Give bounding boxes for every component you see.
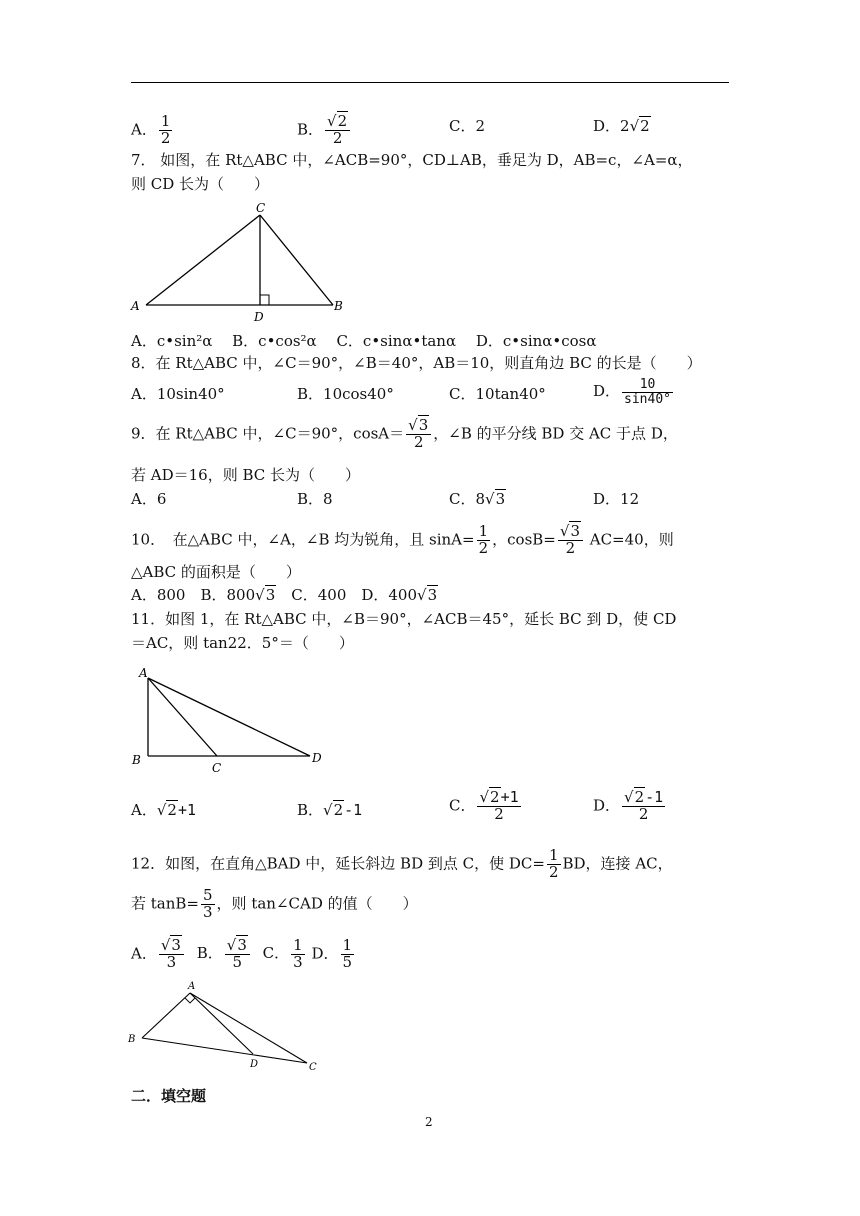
q8-option-a: A．10sin40° bbox=[131, 385, 225, 403]
q12-label-b: B bbox=[128, 1034, 136, 1045]
q8-option-c: C．10tan40° bbox=[449, 385, 546, 403]
q7-stem-line1: 7． 如图，在 Rt△ABC 中，∠ACB=90°，CD⊥AB，垂足为 D，AB=c，∠A=α， bbox=[131, 151, 693, 169]
q11-label-c: C bbox=[212, 761, 222, 775]
q7-label-b: B bbox=[334, 299, 343, 313]
q11-label-d: D bbox=[312, 751, 322, 765]
q6-option-a: A． $\frac{1}{2}$ bbox=[131, 112, 171, 147]
q12-stem-line1: 12．如图，在直角△BAD 中，延长斜边 BD 到点 C，使 DC= $\frac{1}{2}$ BD，连接 AC， bbox=[131, 846, 673, 881]
q6-option-d: D．2√2 bbox=[593, 117, 650, 135]
q12-label-c: C bbox=[309, 1062, 317, 1073]
q7-label-c: C bbox=[256, 201, 266, 215]
q9-option-a: A．6 bbox=[131, 490, 167, 508]
q7-options: A．c•sin²α B．c•cos²α C．c•sinα•tanα D．c•sinα•cosα bbox=[131, 332, 597, 350]
q11-label-b: B bbox=[132, 753, 141, 767]
q11-stem-line2: ＝AC，则 tan22．5°＝（ ） bbox=[131, 634, 354, 652]
q12-options: A． $\frac{√3}{3}$ B． $\frac{√3}{5}$ C． $\frac{1}{3}$ D． $\frac{1}{5}$ bbox=[131, 936, 353, 971]
q10-stem-line1: 10． 在△ABC 中，∠A，∠B 均为锐角，且 sinA= $\frac{1}{2}$ ，cosB= $\frac{√3}{2}$ AC=40，则 bbox=[131, 522, 674, 557]
q9-stem-line1: 9．在 Rt△ABC 中，∠C＝90°，cosA＝ $\frac{√3}{2}$ ，∠B 的平分线 BD 交 AC 于点 D， bbox=[131, 416, 678, 451]
q11-option-b: B．√2-1 bbox=[297, 801, 363, 819]
q6-option-c: C．2 bbox=[449, 117, 486, 135]
q11-option-c: C． $\frac{√2+1}{2}$ bbox=[449, 788, 519, 823]
q8-option-d: D． $\frac{10}{\sin 40^\circ}$ bbox=[593, 377, 671, 407]
q9-stem-line2: 若 AD＝16，则 BC 长为（ ） bbox=[131, 466, 361, 484]
q10-stem-line2: △ABC 的面积是（ ） bbox=[131, 563, 301, 581]
q12-label-d: D bbox=[250, 1059, 259, 1070]
q6-option-b: B． $\frac{√2}{2}$ bbox=[297, 114, 352, 147]
q7-stem-line2: 则 CD 长为（ ） bbox=[131, 175, 270, 193]
q9-option-d: D．12 bbox=[593, 490, 640, 508]
q9-option-b: B．8 bbox=[297, 490, 333, 508]
q11-label-a: A bbox=[139, 666, 148, 680]
q11-option-a: A．√2+1 bbox=[131, 801, 197, 819]
q8-option-b: B．10cos40° bbox=[297, 385, 394, 403]
q8-stem: 8．在 Rt△ABC 中，∠C＝90°，∠B＝40°，AB＝10，则直角边 BC 的长是（ ） bbox=[131, 354, 702, 372]
q7-label-d: D bbox=[254, 310, 264, 324]
q9-option-c: C．8√3 bbox=[449, 490, 506, 508]
q11-stem-line1: 11．如图 1，在 Rt△ABC 中，∠B＝90°，∠ACB＝45°，延长 BC 到 D，使 CD bbox=[131, 610, 677, 628]
page-number: 2 bbox=[425, 1115, 433, 1129]
q12-stem-line2: 若 tanB= $\frac{5}{3}$ ，则 tan∠CAD 的值（ ） bbox=[131, 886, 418, 921]
section-heading: 二．填空题 bbox=[131, 1087, 207, 1105]
q11-option-d: D． $\frac{√2-1}{2}$ bbox=[593, 788, 664, 823]
q12-label-a: A bbox=[188, 981, 196, 992]
q7-label-a: A bbox=[131, 299, 140, 313]
q10-options: A．800 B．800√3 C．400 D．400√3 bbox=[131, 586, 438, 604]
